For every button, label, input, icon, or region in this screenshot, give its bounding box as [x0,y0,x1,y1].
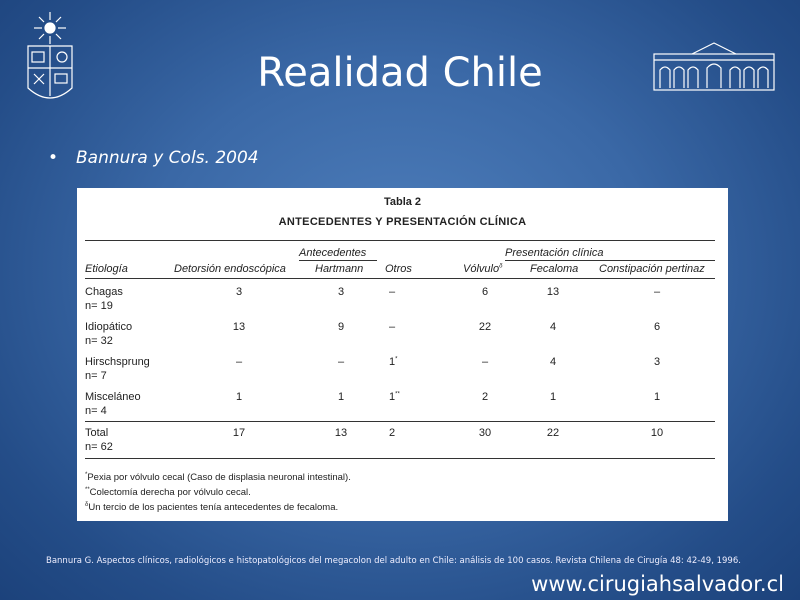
footnote [85,502,338,513]
row-name: Idiopático [85,321,133,333]
cell-otros [389,286,395,298]
cell-fecaloma: 1 [549,391,557,403]
citation-text: Bannura G. Aspectos clínicos, radiológicos e histopatológicos del megacolon del adulto en Chile: análisis de 100 casos. Revista Chilena de Cirugía 48: 42-49, 1996. [46,556,741,566]
cell-otros-value: – [389,286,396,298]
cell-hartmann: 9 [337,321,345,333]
cell-hartmann: – [337,356,345,368]
bullet-dot: • [48,148,59,168]
group-rule-antecedentes [299,260,377,261]
col-header-etiologia: Etiología [85,263,128,275]
cell-volvulo: 22 [478,321,492,333]
bullet-item [48,148,259,168]
cell-volvulo: 6 [481,286,489,298]
cell-detorsion: – [235,356,243,368]
cell-otros-value: – [389,321,396,333]
row-n: n= 4 [85,405,107,417]
table-total-rule [85,421,715,422]
col-header-constipacion: Constipación pertinaz [599,263,705,275]
col-header-fecaloma: Fecaloma [530,263,579,275]
website-url: www.cirugiahsalvador.cl [531,572,784,596]
cell-volvulo: 2 [481,391,489,403]
slide-title: Realidad Chile [257,50,543,96]
table-bottom-rule [85,458,715,459]
cell-volvulo: – [481,356,489,368]
group-rule-presentacion [505,260,715,261]
cell-otros [389,356,397,368]
cell-otros [389,391,400,403]
footnote-text: Pexia por vólvulo cecal (Caso de displasia neuronal intestinal). [87,472,351,484]
total-hartmann: 13 [334,427,348,439]
total-volvulo: 30 [478,427,492,439]
cell-hartmann: 1 [337,391,345,403]
col-header-otros: Otros [385,263,412,275]
col-header-detorsion: Detorsión endoscópica [174,263,286,275]
cell-fecaloma: 13 [546,286,560,298]
total-fecaloma: 22 [546,427,560,439]
cell-fecaloma: 4 [549,356,557,368]
row-name: Hirschsprung [85,356,150,368]
col-header-volvulo-label: Vólvulo [463,263,500,275]
footnote-text: Un tercio de los pacientes tenía antecedentes de fecaloma. [88,502,339,514]
col-header-volvulo [463,263,502,275]
footnote-mark: δ [85,502,89,508]
col-header-volvulo-mark: δ [499,263,503,270]
footnote [85,487,251,498]
cell-constipacion: 1 [653,391,661,403]
cell-constipacion: – [653,286,661,298]
cell-detorsion: 3 [235,286,243,298]
table-subtitle: ANTECEDENTES Y PRESENTACIÓN CLÍNICA [278,216,527,228]
col-header-hartmann: Hartmann [315,263,364,275]
cell-otros-value: 1 [389,356,396,368]
total-n: n= 62 [85,441,113,453]
row-name: Misceláneo [85,391,141,403]
table-top-rule [85,240,715,241]
cell-detorsion: 1 [235,391,243,403]
row-n: n= 19 [85,300,113,312]
cell-otros-mark: ** [395,391,400,398]
total-name: Total [85,427,109,439]
cell-constipacion: 6 [653,321,661,333]
total-otros: 2 [389,427,396,439]
bullet-text: Bannura y Cols. 2004 [76,148,259,168]
cell-constipacion: 3 [653,356,661,368]
row-name: Chagas [85,286,123,298]
cell-hartmann: 3 [337,286,345,298]
total-constipacion: 10 [650,427,664,439]
total-detorsion: 17 [232,427,246,439]
table-caption: Tabla 2 [383,196,422,208]
group-header-antecedentes: Antecedentes [299,247,367,259]
footnote-mark: ** [85,487,90,493]
row-n: n= 32 [85,335,113,347]
cell-detorsion: 13 [232,321,246,333]
group-header-presentacion: Presentación clínica [505,247,604,259]
table-header-rule [85,278,715,279]
cell-fecaloma: 4 [549,321,557,333]
row-n: n= 7 [85,370,107,382]
footnote [85,472,351,483]
footnote-mark: * [85,472,88,478]
cell-otros-value: 1 [389,391,396,403]
cell-otros-mark: * [395,356,398,363]
cell-otros [389,321,395,333]
table-image [77,188,728,521]
footnote-text: Colectomía derecha por vólvulo cecal. [89,487,251,499]
